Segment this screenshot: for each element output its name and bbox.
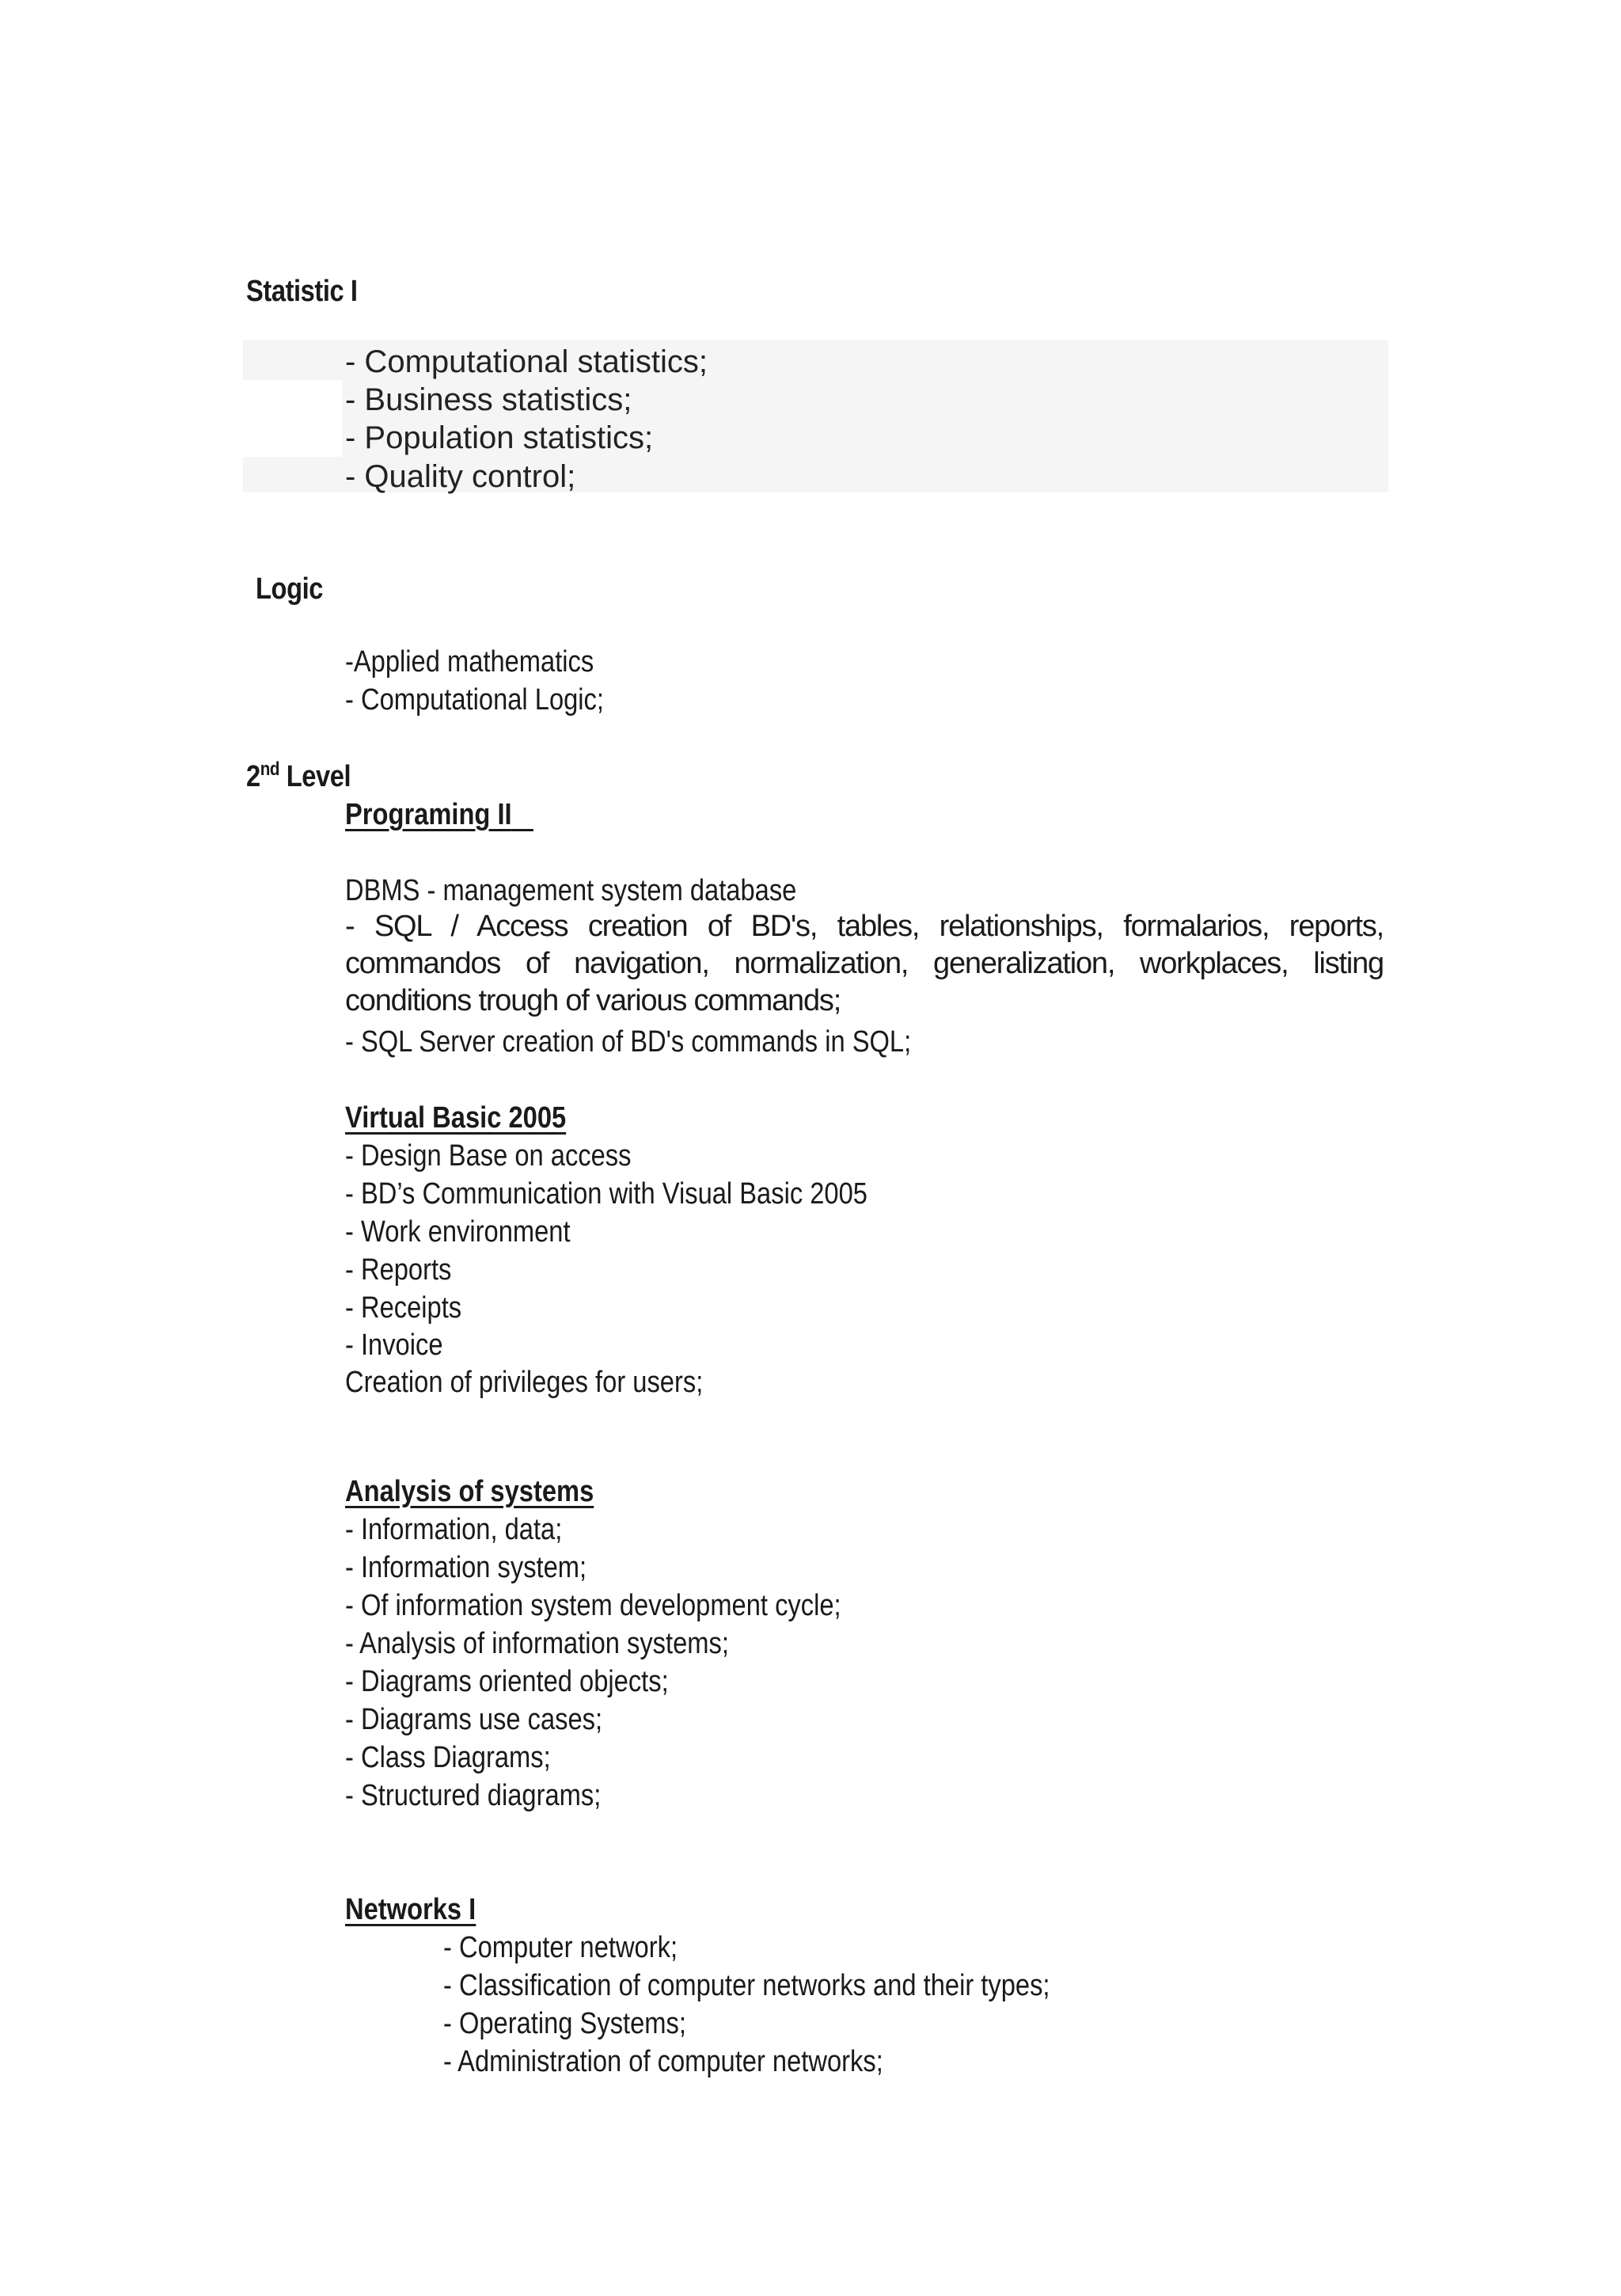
analysis-item: - Diagrams use cases; [345,1703,603,1736]
analysis-item: - Information system; [345,1551,587,1584]
logic-item: - Computational Logic; [345,683,604,717]
programing-line: - SQL Server creation of BD's commands in SQL; [345,1025,912,1059]
programing-paragraph: - SQL / Access creation of BD's, tables, relationships, formalarios, reports, commandos of navigation, normalization, generalization, workplaces, listing conditions trough of various commands; [345,910,1384,1017]
statistic-item: - Computational statistics; [345,344,708,379]
level-suffix: nd [260,758,280,780]
vb-heading: Virtual Basic 2005 [345,1101,567,1135]
statistic-item: - Population statistics; [345,420,654,455]
vb-item: - Invoice [345,1329,443,1362]
vb-item: - Design Base on access [345,1139,632,1173]
statistic-item: - Quality control; [345,459,576,494]
vb-item: - Reports [345,1253,452,1287]
level-number: 2 [246,760,260,793]
vb-item: - Work environment [345,1215,571,1249]
vb-item: - Receipts [345,1291,462,1325]
level-label: Level [279,760,351,793]
vb-item: - BD’s Communication with Visual Basic 2005 [345,1177,867,1211]
networks-item: - Computer network; [443,1931,678,1964]
vb-item: Creation of privileges for users; [345,1366,704,1399]
analysis-item: - Information, data; [345,1513,563,1546]
statistic-heading: Statistic I [246,275,358,308]
logic-heading: Logic [256,572,323,606]
programing-heading: Programing II [345,798,512,831]
networks-item: - Operating Systems; [443,2007,686,2040]
networks-heading: Networks I [345,1893,476,1926]
analysis-item: - Class Diagrams; [345,1741,551,1774]
analysis-item: - Of information system development cycle; [345,1589,841,1622]
analysis-item: - Analysis of information systems; [345,1627,729,1660]
networks-item: - Classification of computer networks and their types; [443,1969,1050,2002]
networks-item: - Administration of computer networks; [443,2045,883,2078]
statistic-item: - Business statistics; [345,382,632,417]
programing-line: DBMS - management system database [345,874,797,907]
level-heading [246,758,351,793]
analysis-item: - Diagrams oriented objects; [345,1665,669,1698]
analysis-heading: Analysis of systems [345,1475,594,1508]
logic-item: -Applied mathematics [345,645,594,679]
analysis-item: - Structured diagrams; [345,1779,602,1812]
